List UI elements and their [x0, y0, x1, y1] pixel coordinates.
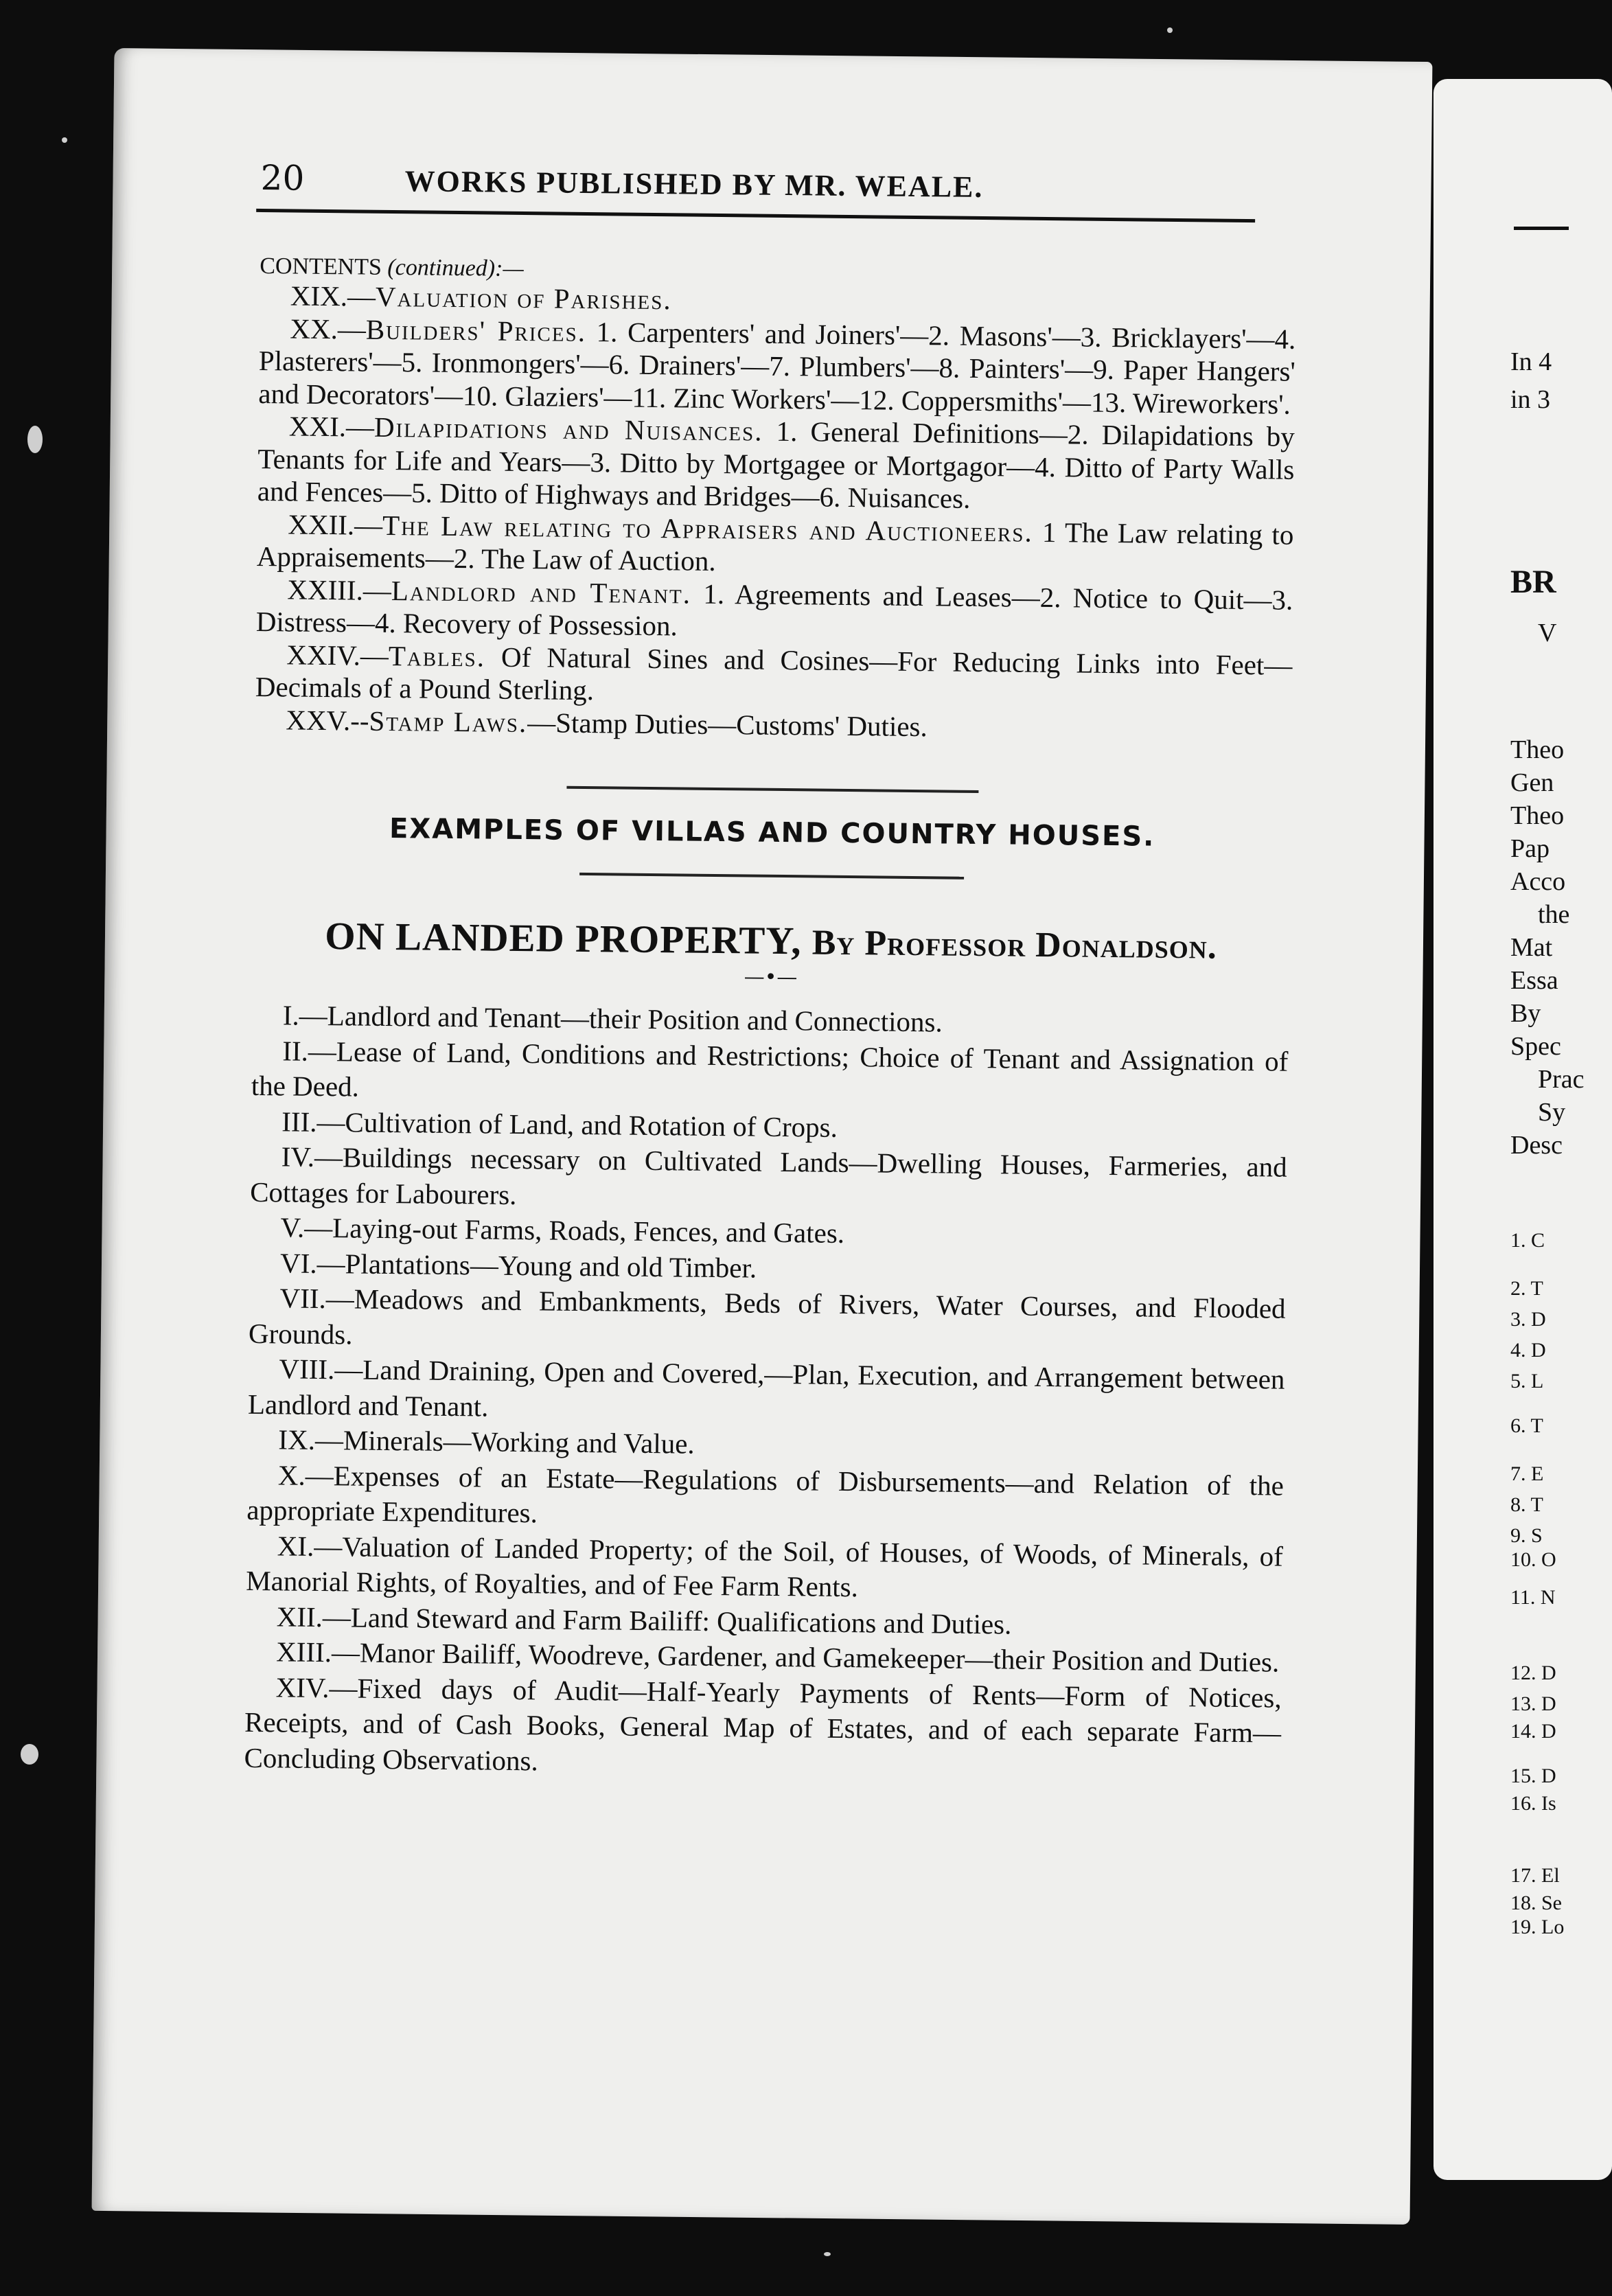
contents-entry-title: Tables.: [388, 639, 486, 672]
contents-entry-number: XX.—: [290, 312, 367, 345]
facing-page-fragment: 13. D: [1510, 1692, 1556, 1715]
facing-page-fragment: in 3: [1510, 385, 1551, 414]
contents-entry-title: The Law relating to Appraisers and Auctioneers.: [382, 509, 1034, 548]
ornament-divider: —•—: [744, 965, 798, 990]
contents-entry: [256, 573, 1293, 649]
facing-page-fragment: 4. D: [1510, 1339, 1546, 1362]
landed-property-list: [244, 998, 1289, 1787]
running-header: [260, 158, 1298, 217]
facing-page-fragment: Desc: [1510, 1131, 1563, 1160]
dust-speck: [21, 1744, 38, 1765]
facing-page-fragment: 18. Se: [1510, 1892, 1562, 1914]
facing-page-fragment: By: [1510, 999, 1541, 1028]
facing-page-fragment: In 4: [1510, 347, 1552, 376]
facing-page-fragment: 3. D: [1510, 1308, 1546, 1331]
contents-entry-text: 1. Agreements and Leases—2. Notice to Quit—3. Distress—4. Recovery of Possession.: [255, 577, 1293, 642]
facing-page-fragment: 11. N: [1510, 1586, 1556, 1609]
villas-heading: EXAMPLES OF VILLAS AND COUNTRY HOUSES.: [389, 813, 1155, 853]
facing-page-fragment: Sy: [1538, 1098, 1566, 1127]
facing-page-fragment: 15. D: [1510, 1765, 1556, 1787]
facing-page-fragment: V: [1538, 619, 1557, 647]
facing-page-fragment: the: [1538, 900, 1570, 929]
facing-page-fragment: 17. El: [1510, 1864, 1560, 1887]
facing-page-fragment: 6. T: [1510, 1414, 1543, 1437]
page-number: 20: [260, 158, 305, 198]
contents-entry-title: Valuation of Parishes.: [375, 280, 672, 316]
facing-page-fragment: 1. C: [1510, 1229, 1545, 1252]
contents-entry: [255, 638, 1293, 714]
contents-entry-text: Of Natural Sines and Cosines—For Reducing Links into Feet—Decimals of a Pound Sterling.: [255, 640, 1293, 707]
facing-page-fragment: Acco: [1510, 867, 1566, 896]
dust-speck: [62, 137, 67, 143]
contents-entry-number: XXIV.—: [286, 638, 389, 671]
landed-item: XIII.—Manor Bailiff, Woodreve, Gardener, and Gamekeeper—their Position and Duties.: [275, 1635, 1280, 1678]
facing-page-fragment: 10. O: [1510, 1548, 1556, 1571]
landed-item: IV.—Buildings necessary on Cultivated Lands—Dwelling Houses, Farmeries, and Cottages for Labourers.: [249, 1140, 1287, 1210]
contents-entry-title: Stamp Laws.: [369, 704, 528, 738]
facing-page-fragment: Mat: [1510, 933, 1553, 962]
landed-item: XIV.—Fixed days of Audit—Half-Yearly Payments of Rents—Form of Notices, Receipts, and of Cash Books, General Map of Estates, and of each separate Farm—Concluding Observations.: [244, 1671, 1282, 1776]
landed-item: VI.—Plantations—Young and old Timber.: [279, 1246, 757, 1284]
contents-entry-number: XXI.—: [288, 410, 375, 443]
facing-page-fragment: Theo: [1510, 801, 1565, 830]
dust-speck: [27, 426, 43, 453]
dust-speck: [1167, 27, 1173, 33]
facing-page-fragment: 16. Is: [1510, 1792, 1556, 1815]
facing-page-fragment: Gen: [1510, 768, 1554, 797]
facing-page-rule: [1514, 227, 1569, 230]
landed-property-heading: [253, 913, 1290, 969]
contents-entry: [257, 507, 1294, 584]
dust-speck: [824, 2252, 831, 2256]
contents-label-suffix: (continued):—: [387, 254, 524, 282]
contents-entry-text: —Stamp Duties—Customs' Duties.: [527, 706, 928, 742]
contents-entry-number: XXV.--: [286, 703, 369, 737]
contents-list: [255, 279, 1296, 747]
page-content: [244, 158, 1298, 1787]
landed-byline: By Professor Donaldson.: [811, 923, 1218, 967]
landed-item: IX.—Minerals—Working and Value.: [278, 1423, 695, 1460]
contents-entry-number: XXIII.—: [287, 573, 392, 606]
landed-item: II.—Lease of Land, Conditions and Restrictions; Choice of Tenant and Assignation of the Deed.: [251, 1034, 1289, 1103]
facing-page-fragment: Pap: [1510, 834, 1550, 863]
contents-entry-number: XIX.—: [290, 279, 376, 312]
section-rule: [566, 786, 978, 793]
section-rule: [579, 873, 964, 880]
landed-item: VIII.—Land Draining, Open and Covered,—Plan, Execution, and Arrangement between Landlord and Tenant.: [247, 1353, 1285, 1423]
contents-entry-number: XXII.—: [288, 507, 383, 541]
landed-item: III.—Cultivation of Land, and Rotation of Crops.: [281, 1105, 838, 1143]
contents-entry: [258, 312, 1296, 420]
facing-page-fragment: Spec: [1510, 1032, 1561, 1061]
facing-page-fragment: 9. S: [1510, 1524, 1543, 1547]
contents-entry: [257, 410, 1295, 518]
landed-item: XI.—Valuation of Landed Property; of the Soil, of Houses, of Woods, of Minerals, of Manorial Rights, of Royalties, and of Fee Farm Rents.: [246, 1529, 1283, 1603]
facing-page-fragment: 7. E: [1510, 1462, 1544, 1485]
landed-item: X.—Expenses of an Estate—Regulations of Disbursements—and Relation of the appropriate Expenditures.: [246, 1458, 1285, 1529]
contents-entry-title: Builders' Prices.: [365, 313, 587, 347]
landed-item: XII.—Land Steward and Farm Bailiff: Qualifications and Duties.: [276, 1600, 1012, 1640]
contents-entry-text: 1. General Definitions—2. Dilapidations by Tenants for Life and Years—3. Ditto by Mortgagee or Mortgagor—4. Ditto of Party Walls and Fences—5. Ditto of Highways and Bridges—6. Nuisances.: [257, 415, 1296, 514]
contents-label-text: CONTENTS: [260, 253, 382, 280]
contents-entry-text: 1. Carpenters' and Joiners'—2. Masons'—3. Bricklayers'—4. Plasterers'—5. Ironmongers'—6. Drainers'—7. Plumbers'—8. Painters'—9. Paper Hangers' and Decorators'—10. Glaziers'—11. Zinc Workers'—12. Coppersmiths'—13. Wireworkers'.: [258, 315, 1296, 420]
landed-title: ON LANDED PROPERTY,: [325, 915, 802, 963]
facing-page-fragment: 5. L: [1510, 1370, 1544, 1392]
facing-page-fragment: 8. T: [1510, 1493, 1543, 1516]
landed-item: I.—Landlord and Tenant—their Position and Connections.: [282, 999, 943, 1038]
facing-page-fragment: Prac: [1538, 1065, 1585, 1094]
facing-page-fragment: 14. D: [1510, 1720, 1556, 1743]
landed-item: VII.—Meadows and Embankments, Beds of Rivers, Water Courses, and Flooded Grounds.: [248, 1282, 1286, 1350]
contents-entry-text: 1 The Law relating to Appraisements—2. The Law of Auction.: [256, 516, 1294, 577]
contents-entry-title: Landlord and Tenant.: [391, 574, 692, 610]
facing-page-fragment: 2. T: [1510, 1277, 1543, 1300]
facing-page-fragment: BR: [1510, 564, 1556, 600]
running-title: WORKS PUBLISHED BY MR. WEALE.: [404, 164, 984, 205]
contents-entry-title: Dilapidations and Nuisances.: [373, 411, 763, 447]
facing-page-fragment: 19. Lo: [1510, 1916, 1565, 1938]
facing-page-fragment: Essa: [1510, 966, 1558, 995]
landed-item: V.—Laying-out Farms, Roads, Fences, and Gates.: [280, 1211, 845, 1249]
facing-page-fragment: 12. D: [1510, 1662, 1556, 1684]
facing-page-fragment: Theo: [1510, 735, 1565, 764]
